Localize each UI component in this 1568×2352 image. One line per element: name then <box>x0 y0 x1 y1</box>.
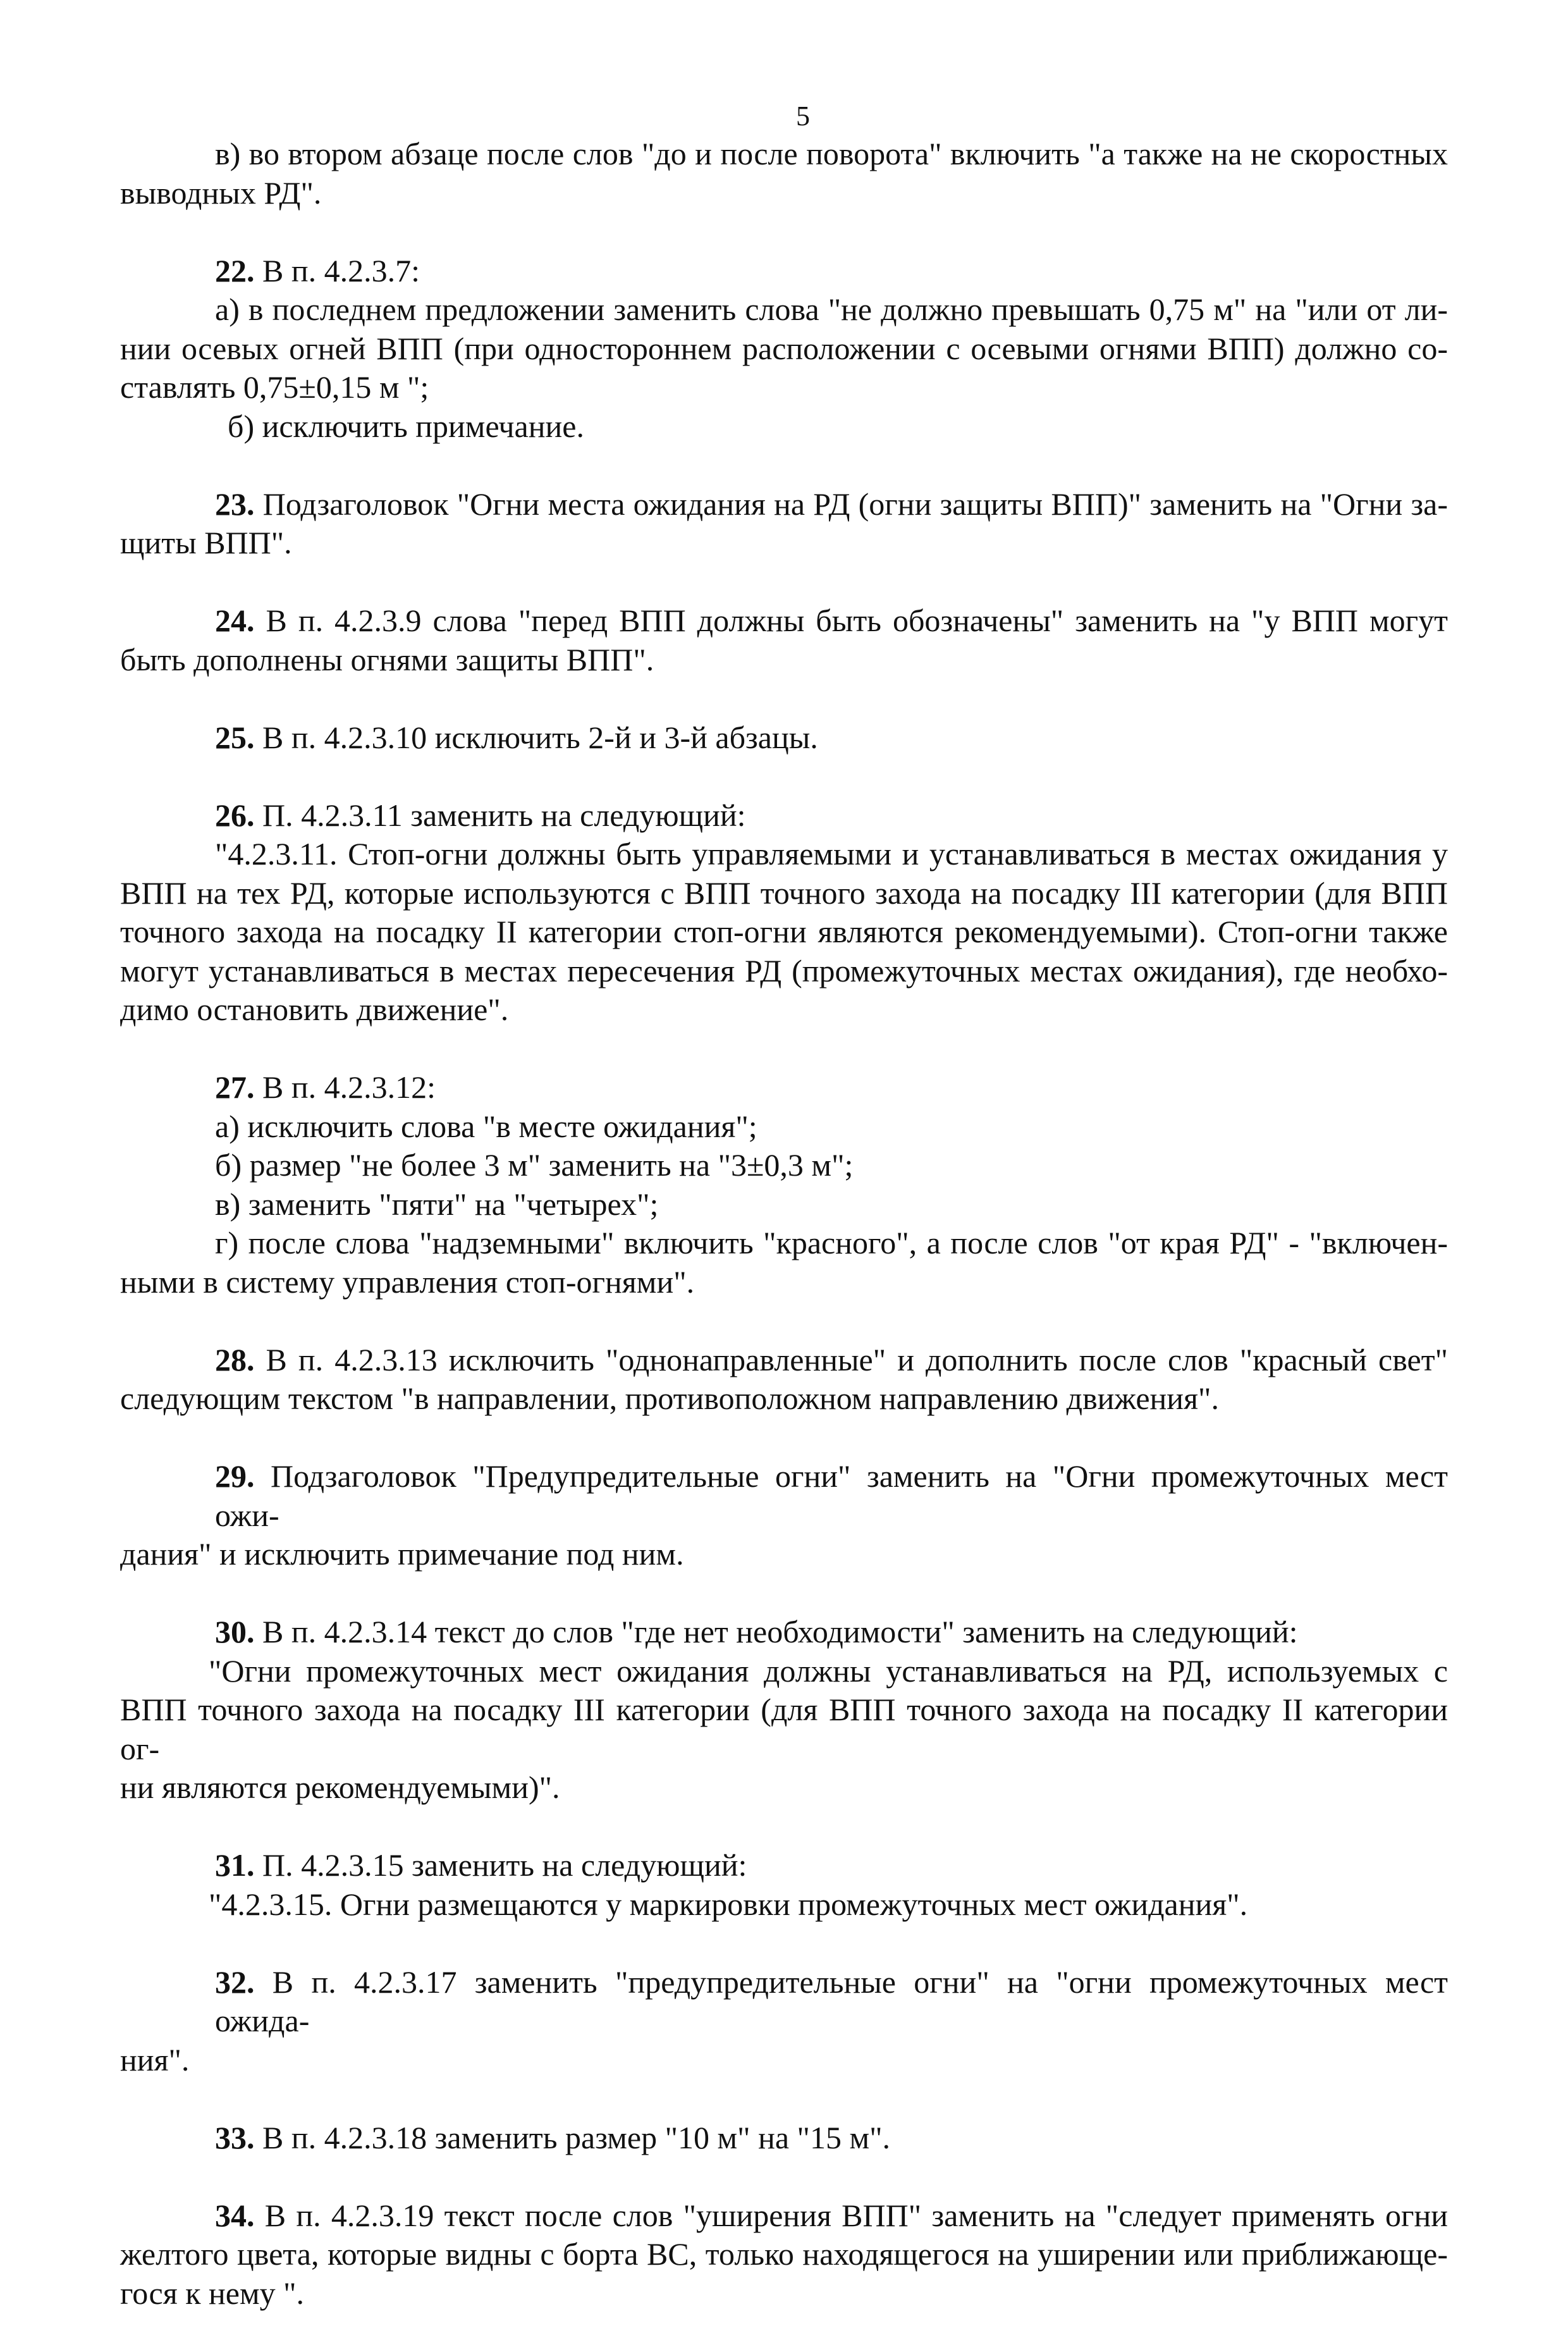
item-number: 28. <box>215 1341 255 1377</box>
line-text: В п. 4.2.3.14 текст до слов "где нет необходимости" заменить на следующий: <box>254 1614 1298 1649</box>
text-line <box>120 1768 1448 1807</box>
text-line <box>120 1535 1448 1574</box>
text-line <box>120 1263 1448 1302</box>
line-text: "4.2.3.11. Стоп-огни должны быть управляемыми и устанавливаться в местах ожидания у <box>215 836 1448 871</box>
line-text: дания" и исключить примечание под ним. <box>120 1536 684 1572</box>
line-text: в) заменить "пяти" на "четырех"; <box>215 1186 659 1222</box>
line-text: Подзаголовок "Предупредительные огни" заменить на "Огни промежуточных мест ожи- <box>215 1458 1448 1533</box>
text-line <box>120 2274 1448 2313</box>
line-text: быть дополнены огнями защиты ВПП". <box>120 641 654 677</box>
text-line <box>120 796 1448 835</box>
line-text: а) исключить слова "в месте ожидания"; <box>215 1108 757 1144</box>
amendment-24 <box>120 601 1448 679</box>
text-line <box>120 174 1448 213</box>
text-line <box>120 835 1448 874</box>
text-line <box>120 329 1448 369</box>
text-line <box>120 990 1448 1030</box>
text-line <box>120 1846 1448 1885</box>
line-text: б) исключить примечание. <box>228 408 584 444</box>
text-line <box>120 368 1448 407</box>
amendment-28 <box>120 1341 1448 1419</box>
line-text: гося к нему ". <box>120 2275 304 2311</box>
text-line <box>120 601 1448 641</box>
text-line <box>120 1107 1448 1147</box>
document-body <box>120 135 1448 2352</box>
text-line <box>120 407 1448 446</box>
line-text: г) после слова "надземными" включить "красного", а после слов "от края РД" - "включен- <box>215 1225 1448 1260</box>
amendment-31 <box>120 1846 1448 1924</box>
line-text: П. 4.2.3.15 заменить на следующий: <box>254 1847 747 1883</box>
amendment-22 <box>120 252 1448 446</box>
text-line <box>120 485 1448 524</box>
amendment-33 <box>120 2119 1448 2158</box>
line-text: "Огни промежуточных мест ожидания должны устанавливаться на РД, используемых с <box>209 1653 1448 1689</box>
text-line <box>120 1068 1448 1107</box>
item-number: 30. <box>215 1614 255 1649</box>
line-text: ВПП на тех РД, которые используются с ВПП точного захода на посадку III категории (для ВПП <box>120 875 1448 911</box>
item-number: 22. <box>215 252 255 288</box>
amendment-23 <box>120 485 1448 563</box>
text-line <box>120 641 1448 680</box>
text-line <box>120 1963 1448 2041</box>
amendment-27 <box>120 1068 1448 1302</box>
line-text: ставлять 0,75±0,15 м "; <box>120 369 429 405</box>
line-text: В п. 4.2.3.7: <box>254 252 420 288</box>
text-line <box>120 1185 1448 1224</box>
line-text: В п. 4.2.3.12: <box>254 1069 436 1105</box>
line-text: В п. 4.2.3.10 исключить 2-й и 3-й абзацы. <box>254 719 818 755</box>
item-number: 34. <box>215 2197 255 2233</box>
item-number: 23. <box>215 486 255 522</box>
amendment-26 <box>120 796 1448 1030</box>
item-number: 24. <box>215 603 255 638</box>
line-text: в) во втором абзаце после слов "до и после поворота" включить "а также на не скоростных <box>215 136 1448 171</box>
text-line <box>120 2196 1448 2236</box>
line-text: щиты ВПП". <box>120 525 292 560</box>
line-text: могут устанавливаться в местах пересечения РД (промежуточных местах ожидания), где необхо- <box>120 952 1448 988</box>
item-number: 29. <box>215 1458 255 1494</box>
text-line <box>120 1652 1448 1691</box>
line-text: В п. 4.2.3.17 заменить "предупредительные огни" на "огни промежуточных мест ожида- <box>215 1964 1448 2038</box>
line-text: точного захода на посадку II категории стоп-огни являются рекомендуемыми). Стоп-огни также <box>120 914 1448 949</box>
page-number: 5 <box>796 101 810 132</box>
text-line <box>120 1379 1448 1419</box>
line-text: "4.2.3.15. Огни размещаются у маркировки промежуточных мест ожидания". <box>209 1886 1248 1922</box>
text-line <box>120 2235 1448 2274</box>
line-text: выводных РД". <box>120 175 322 211</box>
text-line <box>120 1146 1448 1185</box>
line-text: П. 4.2.3.11 заменить на следующий: <box>254 797 746 833</box>
text-line <box>120 874 1448 913</box>
paragraph-intro <box>120 135 1448 212</box>
amendment-32 <box>120 1963 1448 2080</box>
text-line <box>120 718 1448 758</box>
text-line <box>120 2119 1448 2158</box>
text-line <box>120 290 1448 329</box>
line-text: ными в систему управления стоп-огнями". <box>120 1264 695 1300</box>
text-line <box>120 252 1448 291</box>
text-line <box>120 1341 1448 1380</box>
text-line <box>120 1690 1448 1768</box>
line-text: следующим текстом "в направлении, противоположном направлению движения". <box>120 1381 1219 1416</box>
line-text: ни являются рекомендуемыми)". <box>120 1770 560 1805</box>
line-text: а) в последнем предложении заменить слова "не должно превышать 0,75 м" на "или от ли- <box>215 292 1448 327</box>
text-line <box>120 1224 1448 1263</box>
text-line <box>120 952 1448 991</box>
item-number: 25. <box>215 719 255 755</box>
text-line <box>120 1457 1448 1535</box>
line-text: В п. 4.2.3.13 исключить "однонаправленные" и дополнить после слов "красный свет" <box>254 1341 1448 1377</box>
text-line <box>120 1885 1448 1924</box>
text-line <box>120 135 1448 174</box>
text-line <box>120 913 1448 952</box>
amendment-34 <box>120 2196 1448 2313</box>
line-text: димо остановить движение". <box>120 992 509 1027</box>
line-text: В п. 4.2.3.19 текст после слов "уширения ВПП" заменить на "следует применять огни <box>254 2197 1448 2233</box>
line-text: В п. 4.2.3.18 заменить размер "10 м" на "15 м". <box>254 2119 890 2155</box>
text-line <box>120 1613 1448 1652</box>
line-text: ВПП точного захода на посадку III категории (для ВПП точного захода на посадку II категории ог- <box>120 1692 1448 1766</box>
line-text: ния". <box>120 2041 190 2078</box>
item-number: 26. <box>215 797 255 833</box>
item-number: 32. <box>215 1964 255 2000</box>
item-number: 33. <box>215 2119 255 2155</box>
amendment-25 <box>120 718 1448 758</box>
line-text: желтого цвета, которые видны с борта ВС, только находящегося на уширении или приближающе- <box>120 2236 1448 2272</box>
item-number: 27. <box>215 1069 255 1105</box>
line-text: б) размер "не более 3 м" заменить на "3±0,3 м"; <box>215 1147 854 1183</box>
line-text: Подзаголовок "Огни места ожидания на РД (огни защиты ВПП)" заменить на "Огни за- <box>254 486 1448 522</box>
amendment-30 <box>120 1613 1448 1807</box>
amendment-29 <box>120 1457 1448 1574</box>
item-number: 31. <box>215 1847 255 1883</box>
text-line <box>120 524 1448 563</box>
line-text: В п. 4.2.3.9 слова "перед ВПП должны быть обозначены" заменить на "у ВПП могут <box>254 603 1448 638</box>
line-text: нии осевых огней ВПП (при одностороннем расположении с осевыми огнями ВПП) должно со- <box>120 330 1448 366</box>
text-line <box>120 2041 1448 2080</box>
